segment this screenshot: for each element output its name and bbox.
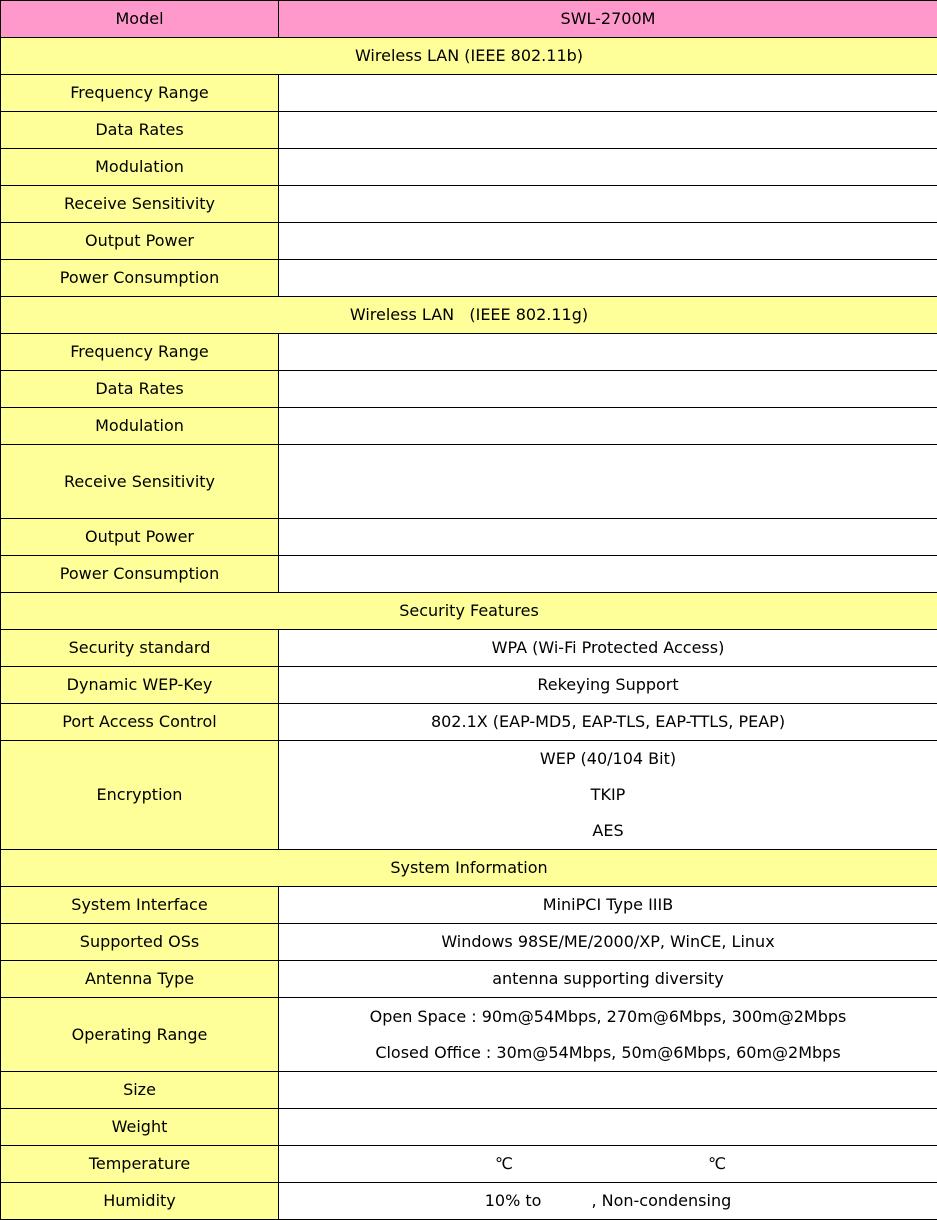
table-row [1, 556, 937, 593]
table-row [1, 741, 937, 850]
row-value [279, 186, 937, 223]
model-value: SWL-2700M [279, 1, 937, 38]
row-label: Encryption [1, 741, 279, 850]
table-row [1, 260, 937, 297]
encryption-values [279, 741, 937, 850]
temperature-unit: ℃ [708, 1154, 726, 1173]
row-label: System Interface [1, 887, 279, 924]
row-label: Temperature [1, 1146, 279, 1183]
section-title-security: Security Features [1, 593, 937, 630]
table-row [1, 445, 937, 519]
row-value [279, 371, 937, 408]
section-row [1, 38, 937, 75]
operating-range-values [279, 998, 937, 1072]
row-value [279, 556, 937, 593]
row-value [279, 1072, 937, 1109]
section-row [1, 297, 937, 334]
row-value [279, 519, 937, 556]
row-value [279, 408, 937, 445]
temperature-unit: ℃ [495, 1154, 513, 1173]
row-label: Dynamic WEP-Key [1, 667, 279, 704]
row-label: Data Rates [1, 371, 279, 408]
table-row [1, 334, 937, 371]
row-value: 802.1X (EAP-MD5, EAP-TLS, EAP-TTLS, PEAP) [279, 704, 937, 741]
model-label: Model [1, 1, 279, 38]
operating-range-value: Open Space : 90m@54Mbps, 270m@6Mbps, 300m@2Mbps [279, 999, 937, 1035]
header-row [1, 1, 937, 38]
table-row [1, 112, 937, 149]
encryption-value: AES [279, 813, 937, 849]
operating-range-value: Closed Office : 30m@54Mbps, 50m@6Mbps, 60m@2Mbps [279, 1035, 937, 1071]
table-row [1, 704, 937, 741]
section-title-wlan-b: Wireless LAN (IEEE 802.11b) [1, 38, 937, 75]
table-row [1, 75, 937, 112]
row-value [279, 334, 937, 371]
row-label: Port Access Control [1, 704, 279, 741]
table-row [1, 961, 937, 998]
row-label: Weight [1, 1109, 279, 1146]
row-label: Supported OSs [1, 924, 279, 961]
row-value: Rekeying Support [279, 667, 937, 704]
row-label: Receive Sensitivity [1, 445, 279, 519]
row-value [279, 223, 937, 260]
table-row [1, 186, 937, 223]
table-row [1, 998, 937, 1072]
row-value: antenna supporting diversity [279, 961, 937, 998]
table-row [1, 519, 937, 556]
encryption-value: WEP (40/104 Bit) [279, 741, 937, 777]
humidity-value [279, 1183, 937, 1220]
encryption-value: TKIP [279, 777, 937, 813]
table-row [1, 1072, 937, 1109]
row-label: Data Rates [1, 112, 279, 149]
section-title-system: System Information [1, 850, 937, 887]
humidity-suffix: , Non-condensing [591, 1191, 731, 1210]
row-value: WPA (Wi-Fi Protected Access) [279, 630, 937, 667]
row-label: Frequency Range [1, 75, 279, 112]
row-label: Security standard [1, 630, 279, 667]
row-value [279, 445, 937, 519]
row-value [279, 149, 937, 186]
row-label: Power Consumption [1, 260, 279, 297]
row-label: Size [1, 1072, 279, 1109]
row-value: Windows 98SE/ME/2000/XP, WinCE, Linux [279, 924, 937, 961]
section-row [1, 850, 937, 887]
table-row [1, 223, 937, 260]
table-row [1, 887, 937, 924]
row-value [279, 112, 937, 149]
table-row [1, 408, 937, 445]
table-row [1, 924, 937, 961]
row-label: Modulation [1, 149, 279, 186]
section-title-wlan-g: Wireless LAN (IEEE 802.11g) [1, 297, 937, 334]
table-row [1, 371, 937, 408]
row-label: Modulation [1, 408, 279, 445]
row-label: Antenna Type [1, 961, 279, 998]
table-row [1, 667, 937, 704]
table-row [1, 1109, 937, 1146]
row-label: Output Power [1, 223, 279, 260]
row-label: Frequency Range [1, 334, 279, 371]
row-label: Output Power [1, 519, 279, 556]
table-row [1, 1183, 937, 1220]
row-value [279, 260, 937, 297]
section-row [1, 593, 937, 630]
row-value [279, 1109, 937, 1146]
row-label: Humidity [1, 1183, 279, 1220]
row-value [279, 75, 937, 112]
table-row [1, 630, 937, 667]
row-label: Receive Sensitivity [1, 186, 279, 223]
temperature-value [279, 1146, 937, 1183]
table-row [1, 149, 937, 186]
humidity-prefix: 10% to [485, 1191, 542, 1210]
row-value: MiniPCI Type IIIB [279, 887, 937, 924]
row-label: Operating Range [1, 998, 279, 1072]
table-row [1, 1146, 937, 1183]
row-label: Power Consumption [1, 556, 279, 593]
